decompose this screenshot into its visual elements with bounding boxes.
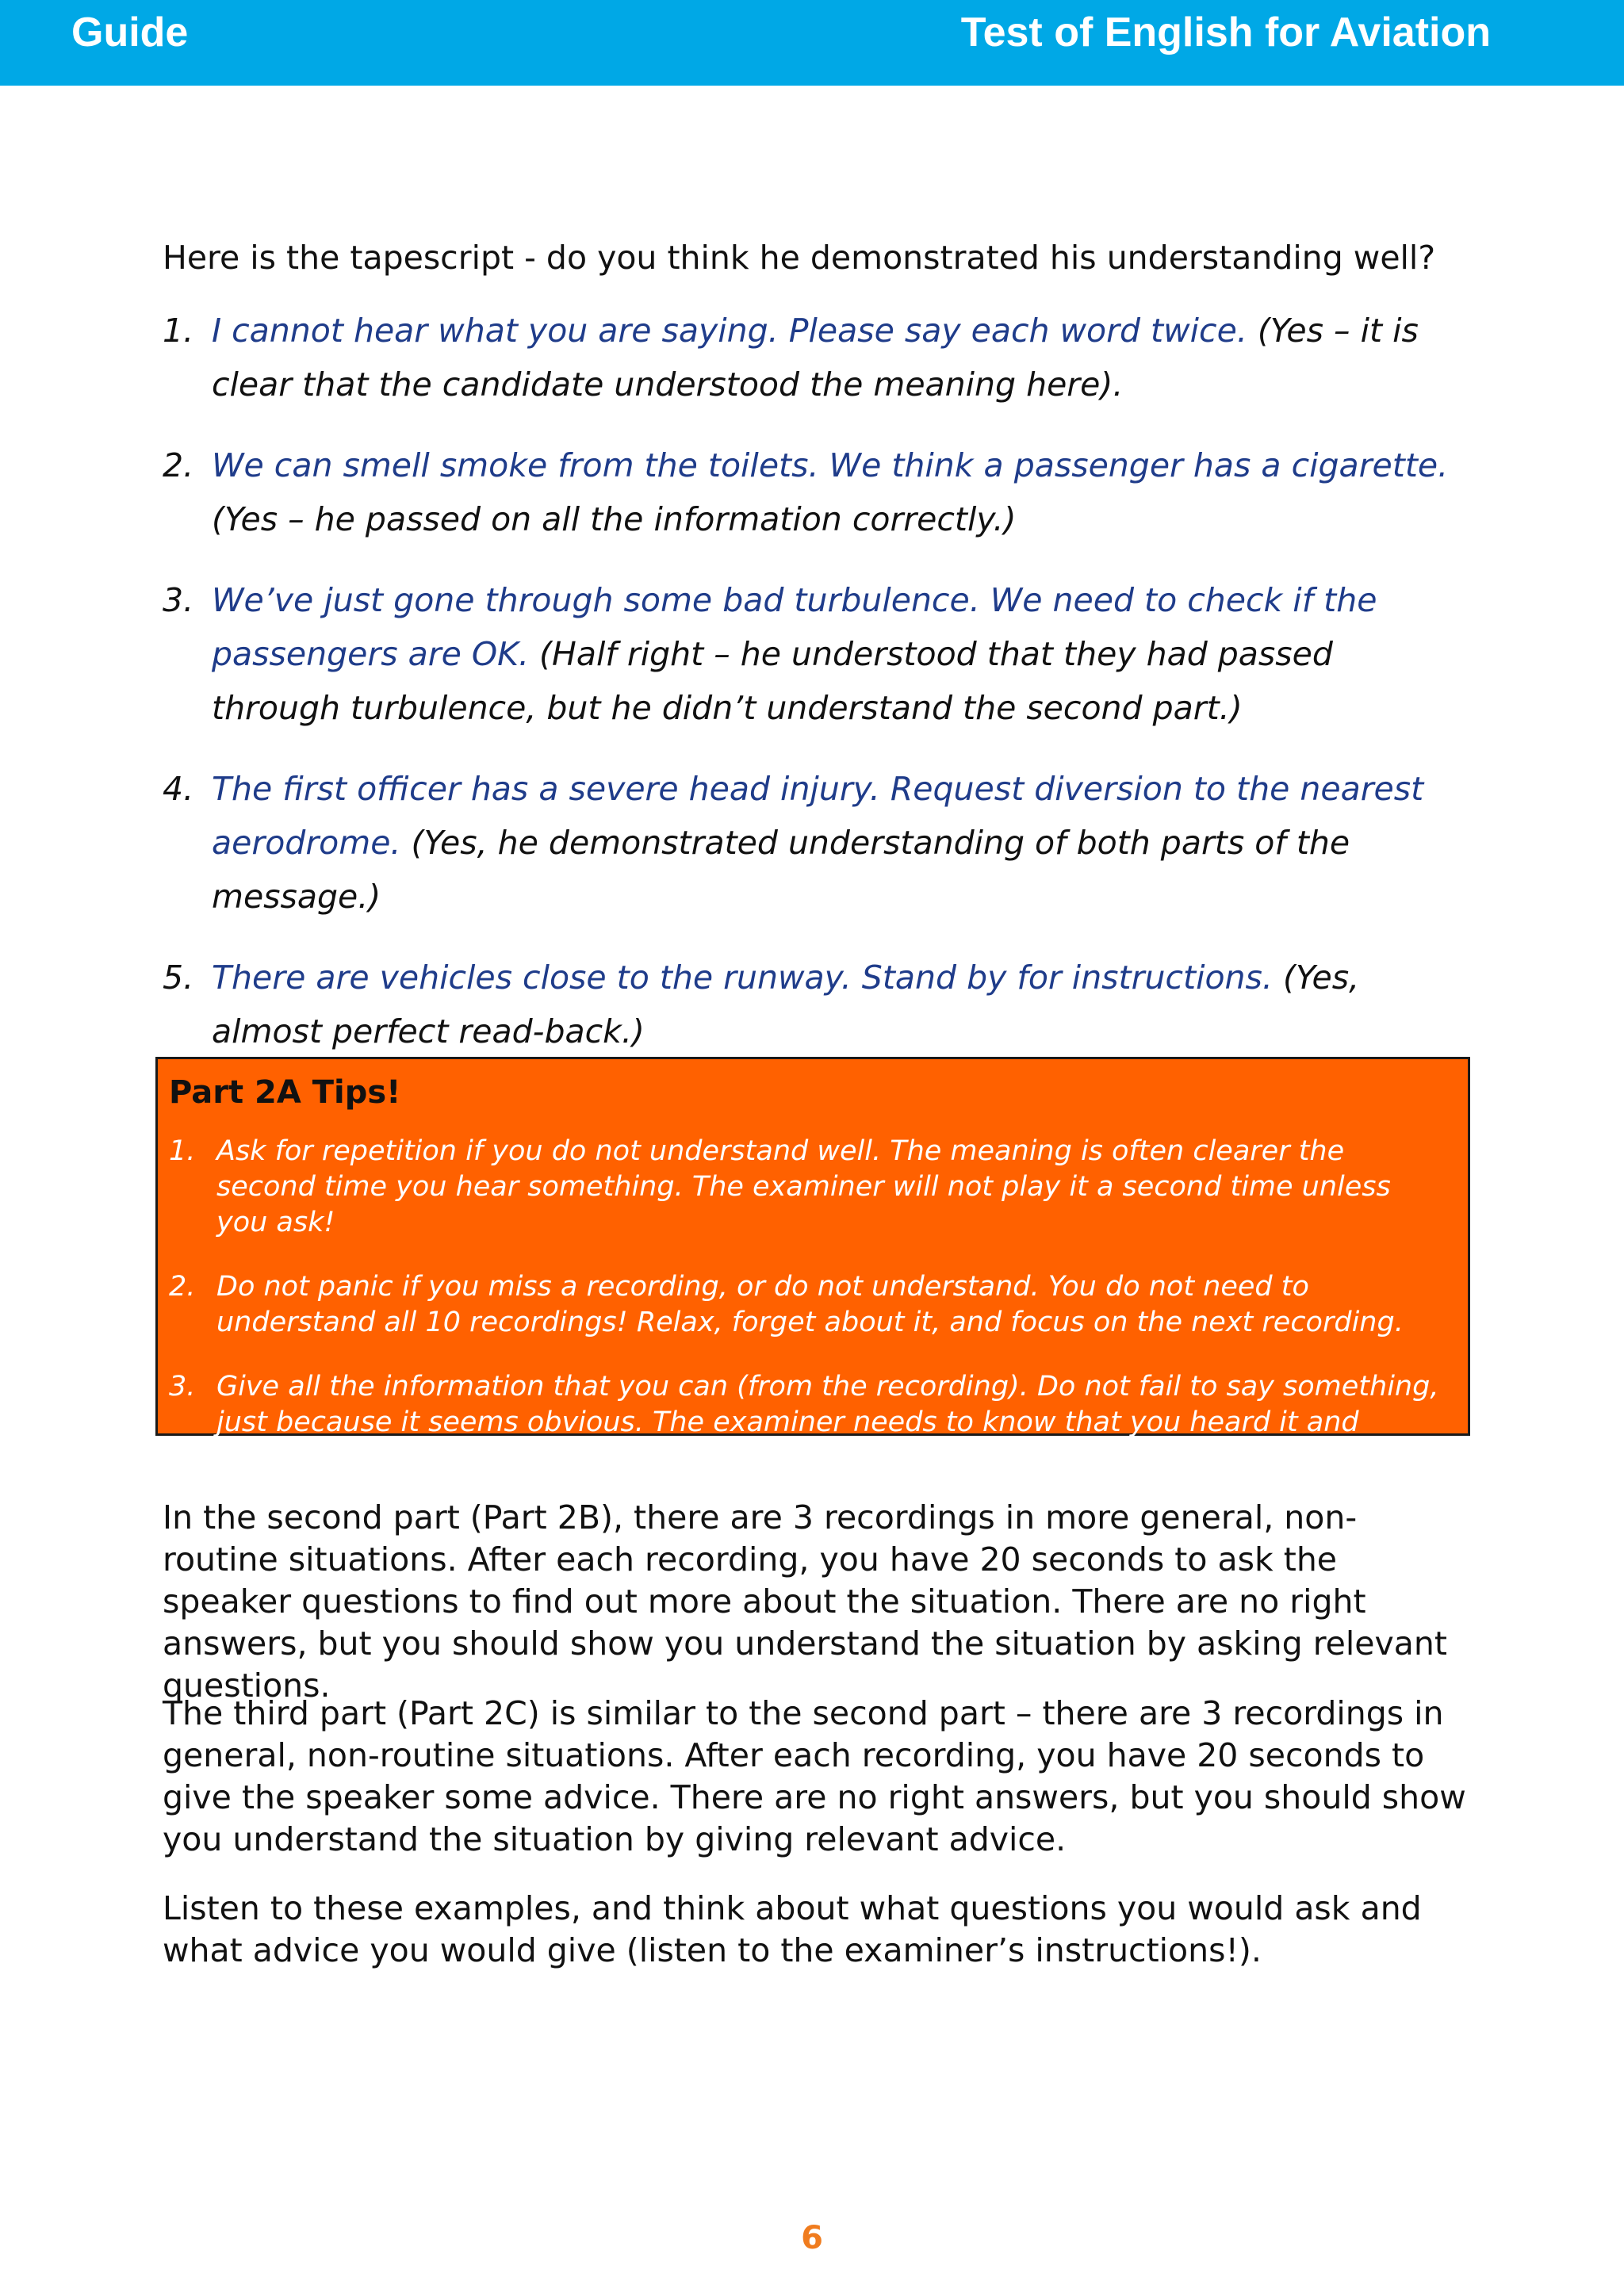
page-number: 6	[801, 2220, 823, 2256]
tapescript-quote: We can smell smoke from the toilets. We think a passenger has a cigarette.	[212, 446, 1449, 484]
tapescript-item-2	[163, 438, 1471, 546]
tapescript-quote: We’ve just gone through some bad turbulence. We need to check if the passengers are OK.	[212, 581, 1377, 673]
tapescript-item-1	[163, 304, 1471, 411]
header-document-title: Test of English for Aviation	[960, 10, 1491, 55]
page-header	[0, 0, 1624, 86]
tapescript-item-3	[163, 573, 1471, 735]
tips-list	[169, 1134, 1450, 1505]
tapescript-quote: The first officer has a severe head injury. Request diversion to the nearest aerodrome.	[212, 770, 1424, 862]
tapescript-comment: (Yes, he demonstrated understanding of both parts of the message.)	[212, 824, 1350, 916]
tip-item-2	[169, 1269, 1450, 1341]
tip-item-3	[169, 1369, 1450, 1476]
tapescript-list	[163, 304, 1471, 1085]
tip-number: 2.	[169, 1271, 196, 1303]
tip-text: Ask for repetition if you do not understand well. The meaning is often clearer the second time you hear something. The examiner will not play it a second time unless you ask!	[216, 1135, 1391, 1238]
tapescript-item-5	[163, 951, 1471, 1058]
tip-number: 1.	[169, 1135, 196, 1167]
intro-text: Here is the tapescript - do you think he demonstrated his understanding well?	[163, 239, 1436, 277]
paragraph-examples: Listen to these examples, and think about what questions you would ask and what advice you would give (listen to the examiner’s instructions!).	[163, 1889, 1422, 1969]
tapescript-comment: (Yes, almost perfect read-back.)	[212, 959, 1360, 1050]
tip-text: Do not panic if you miss a recording, or do not understand. You do not need to understand all 10 recordings! Relax, forget about it, and focus on the next recording.	[216, 1271, 1404, 1338]
tapescript-item-4	[163, 762, 1471, 924]
tapescript-quote: I cannot hear what you are saying. Please say each word twice.	[212, 312, 1247, 350]
paragraph-part-2c: The third part (Part 2C) is similar to the second part – there are 3 recordings in general, non-routine situations. After each recording, you have 20 seconds to give the speaker some advice. There are no right answers, but you should show you understand the situation by giving relevant advice.	[163, 1694, 1466, 1858]
tip-number: 3.	[169, 1371, 196, 1402]
header-guide-label: Guide	[71, 10, 189, 55]
item-number: 2.	[163, 446, 194, 484]
tip-text: Give all the information that you can (from the recording). Do not fail to say something, just because it seems obvious. The examiner needs to know that you heard it and understood it!	[216, 1371, 1439, 1474]
tips-title: Part 2A Tips!	[169, 1074, 401, 1111]
tips-box	[155, 1057, 1470, 1474]
tapescript-comment: (Yes – it is clear that the candidate understood the meaning here).	[212, 312, 1419, 404]
tapescript-comment: (Half right – he understood that they had passed through turbulence, but he didn’t understand the second part.)	[212, 635, 1333, 727]
item-number: 3.	[163, 581, 194, 619]
tapescript-quote: There are vehicles close to the runway. Stand by for instructions.	[212, 959, 1273, 997]
tip-item-1	[169, 1134, 1450, 1241]
item-number: 4.	[163, 770, 194, 808]
paragraph-part-2b: In the second part (Part 2B), there are 3 recordings in more general, non-routine situations. After each recording, you have 20 seconds to ask the speaker questions to find out more about the situation. There are no right answers, but you should show you understand the situation by asking relevant questions.	[163, 1498, 1447, 1705]
item-number: 5.	[163, 959, 194, 997]
item-number: 1.	[163, 312, 194, 350]
tapescript-comment: (Yes – he passed on all the information correctly.)	[212, 500, 1017, 538]
